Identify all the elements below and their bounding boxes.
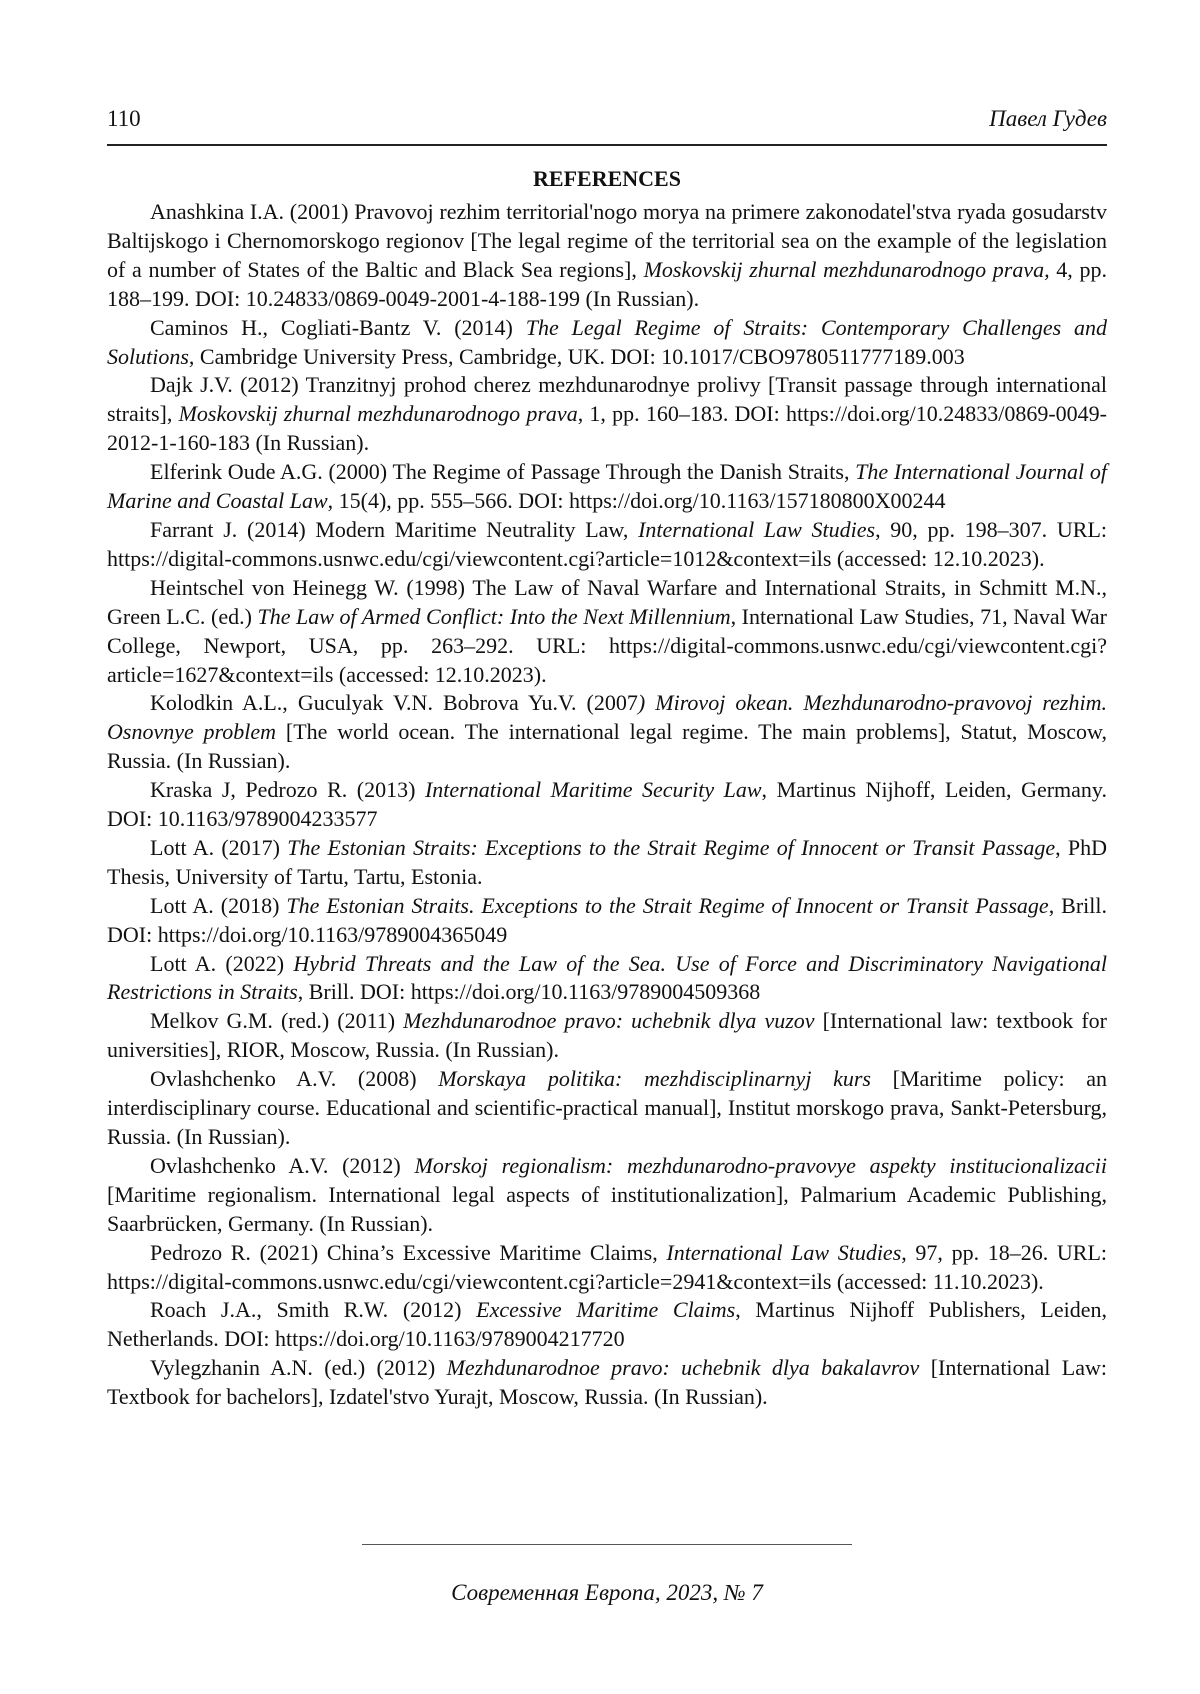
reference-entry [107,1354,1107,1412]
reference-title: Morskaya politika: mezhdisciplinarnyj kurs [438,1066,871,1092]
reference-text: Caminos H., Cogliati-Bantz V. (2014) [150,314,526,340]
reference-entry [107,834,1107,892]
reference-text: [Maritime policy: an interdisciplinary course. Educational and scientific-practical manual], Institut morskogo prava, Sankt-Petersburg, Russia. (In Russian). [107,1066,1107,1149]
reference-title: Excessive Maritime Claims [476,1297,736,1323]
reference-title: ) Mirovoj okean. Mezhdunarodno-pravovoj rezhim. Osnovnye problem [107,690,1107,745]
reference-title: The Legal Regime of Straits: Contemporary Challenges and Solutions [107,314,1108,369]
reference-text: Dajk J.V. (2012) Tranzitnyj prohod cherez mezhdunarodnye prolivy [Transit passage through international straits], [107,372,1107,427]
reference-text: , 90, pp. 198–307. URL: https://digital-commons.usnwc.edu/cgi/viewcontent.cgi?article=1012&context=ils (accessed: 12.10.2023). [107,516,1108,571]
reference-text: , Martinus Nijhoff, Leiden, Germany. DOI: 10.1163/9789004233577 [107,777,1107,832]
reference-entry [107,314,1107,372]
page [107,0,1107,1694]
reference-entry [107,1152,1107,1239]
page-number: 110 [107,106,141,131]
reference-entry [107,1239,1107,1297]
references-list [107,198,1107,1412]
reference-text: Vylegzhanin A.N. (ed.) (2012) [150,1355,447,1381]
reference-title: Morskoj regionalism: mezhdunarodno-pravovye aspekty institucionalizacii [414,1152,1108,1178]
reference-text: Heintschel von Heinegg W. (1998) The Law of Naval Warfare and International Straits, in Schmitt M.N., Green L.C. (ed.) [107,574,1107,629]
reference-entry [107,198,1107,314]
reference-text: , PhD Thesis, University of Tartu, Tartu, Estonia. [107,834,1107,889]
reference-title: The International Journal of Marine and Coastal Law [107,459,1108,514]
reference-text: Lott A. (2017) [150,834,288,860]
reference-entry [107,1007,1107,1065]
reference-text: Kraska J, Pedrozo R. (2013) [150,777,425,803]
reference-entry [107,776,1107,834]
reference-text: , International Law Studies, 71, Naval War College, Newport, USA, pp. 263–292. URL: https://digital-commons.usnwc.edu/cgi/viewcontent.cgi?article=1627&context=ils (accessed: 12.10.2023). [107,603,1107,687]
running-author: Павел Гудев [989,106,1107,131]
reference-text: Anashkina I.A. (2001) Pravovoj rezhim territorial'nogo morya na primere zakonodatel'stva ryada gosudarstv Baltijskogo i Chernomorskogo regionov [The legal regime of the territorial sea on the example of the legislation of a number of States of the Baltic and Black Sea regions], [107,199,1107,282]
reference-title: International Maritime Security Law [424,777,762,803]
reference-title: Mezhdunarodnoe pravo: uchebnik dlya vuzov [403,1008,815,1034]
reference-text: , Brill. DOI: https://doi.org/10.1163/9789004365049 [107,892,1107,947]
reference-entry [107,892,1107,950]
reference-entry [107,950,1107,1008]
reference-title: Moskovskij zhurnal mezhdunarodnogo prava, [643,256,1050,282]
reference-text: Farrant J. (2014) Modern Maritime Neutrality Law, [150,516,639,542]
reference-entry [107,458,1107,516]
reference-entry [107,1296,1107,1354]
reference-entry [107,516,1107,574]
reference-title: Moskovskij zhurnal mezhdunarodnogo prava [178,401,578,427]
reference-entry [107,1065,1107,1152]
reference-text: [International law: textbook for universities], RIOR, Moscow, Russia. (In Russian). [107,1008,1107,1063]
reference-text: , 15(4), pp. 555–566. DOI: https://doi.org/10.1163/157180800X00244 [327,488,946,514]
reference-title: Mezhdunarodnoe pravo: uchebnik dlya bakalavrov [446,1355,920,1381]
reference-title: The Estonian Straits: Exceptions to the Strait Regime of Innocent or Transit Passage [287,834,1056,860]
reference-text: Lott A. (2022) [150,950,294,976]
reference-text: Roach J.A., Smith R.W. (2012) [150,1297,477,1323]
running-header [107,104,1107,146]
reference-text: , Martinus Nijhoff Publishers, Leiden, Netherlands. DOI: https://doi.org/10.1163/9789004217720 [107,1297,1108,1352]
reference-text: Lott A. (2018) [150,892,287,918]
section-title: REFERENCES [533,166,681,191]
reference-text: Ovlashchenko A.V. (2008) [150,1066,439,1092]
reference-entry [107,371,1107,458]
reference-entry [107,574,1107,690]
reference-text: Melkov G.M. (red.) (2011) [150,1008,404,1034]
reference-text: 4, pp. 188–199. DOI: 10.24833/0869-0049-2001-4-188-199 (In Russian). [107,256,1107,311]
reference-text: Kolodkin A.L., Guculyak V.N. Bobrova Yu.V. (2007 [150,690,638,716]
reference-text: [International Law: Textbook for bachelors], Izdatel'stvo Yurajt, Moscow, Russia. (In Russian). [107,1355,1107,1410]
reference-text: Pedrozo R. (2021) China’s Excessive Maritime Claims, [150,1239,667,1265]
reference-text: Ovlashchenko A.V. (2012) [150,1152,415,1178]
reference-text: Elferink Oude A.G. (2000) The Regime of Passage Through the Danish Straits, [150,459,856,485]
reference-title: International Law Studies [666,1239,902,1265]
reference-text: , Cambridge University Press, Cambridge, UK. DOI: 10.1017/CBO9780511777189.003 [188,343,965,369]
reference-title: The Estonian Straits. Exceptions to the Strait Regime of Innocent or Transit Passage [286,892,1049,918]
reference-text: , Brill. DOI: https://doi.org/10.1163/9789004509368 [297,979,761,1005]
reference-title: Hybrid Threats and the Law of the Sea. Use of Force and Discriminatory Navigational Restrictions in Straits [107,950,1107,1005]
reference-entry [107,689,1107,776]
reference-text: [The world ocean. The international legal regime. The main problems], Statut, Moscow, Russia. (In Russian). [107,719,1107,774]
reference-title: International Law Studies [638,516,876,542]
journal-footer: Современная Европа, 2023, № 7 [451,1580,763,1605]
reference-text: , 97, pp. 18–26. URL: https://digital-commons.usnwc.edu/cgi/viewcontent.cgi?article=2941&context=ils (accessed: 11.10.2023). [107,1239,1107,1294]
reference-title: The Law of Armed Conflict: Into the Next Millennium [257,603,731,629]
reference-text: [Maritime regionalism. International legal aspects of institutionalization], Palmarium Academic Publishing, Saarbrücken, Germany. (In Russian). [107,1181,1107,1236]
end-rule [362,1544,852,1545]
reference-text: , 1, pp. 160–183. DOI: https://doi.org/10.24833/0869-0049-2012-1-160-183 (In Russian). [107,401,1107,456]
